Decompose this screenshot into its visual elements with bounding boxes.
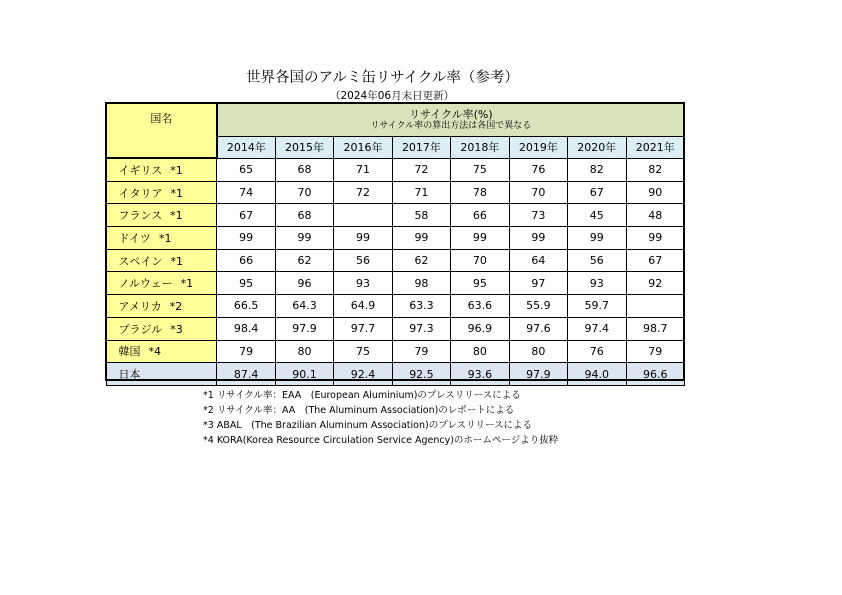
rate-cell: 72: [392, 158, 450, 181]
rate-cell: 96: [275, 272, 333, 295]
rate-cell: 76: [509, 158, 567, 181]
year-header: 2017年: [392, 136, 450, 158]
country-cell: [106, 158, 217, 181]
table-row: [106, 227, 685, 250]
rate-cell: 79: [626, 340, 684, 363]
country-note: *1: [180, 277, 194, 291]
rate-cell: 97.9: [275, 317, 333, 340]
rate-cell: 94.0: [568, 363, 626, 386]
rate-cell: 99: [451, 227, 509, 250]
rate-cell: 99: [392, 227, 450, 250]
rate-cell: 99: [568, 227, 626, 250]
rate-cell: 66.5: [217, 295, 275, 318]
rate-cell: 63.6: [451, 295, 509, 318]
table-row: [106, 249, 685, 272]
table-row: [106, 158, 685, 181]
country-note: *1: [170, 209, 183, 223]
year-header: 2015年: [275, 136, 333, 158]
rate-cell: 58: [392, 204, 450, 227]
rate-cell: 95: [217, 272, 275, 295]
rate-cell: 56: [568, 249, 626, 272]
rate-cell: 90.1: [275, 363, 333, 386]
country-name: 日本: [118, 368, 141, 382]
table-row: [106, 317, 685, 340]
rate-cell: 62: [392, 249, 450, 272]
rate-cell: 97.3: [392, 317, 450, 340]
rate-cell: 71: [334, 158, 392, 181]
country-name: イギリス: [118, 163, 163, 177]
country-cell: [106, 181, 217, 204]
rate-cell: 48: [626, 204, 684, 227]
country-cell: [106, 272, 217, 295]
rate-cell: 92.5: [392, 363, 450, 386]
table-row: [106, 181, 685, 204]
rate-cell: 63.3: [392, 295, 450, 318]
country-name: イタリア: [118, 186, 163, 200]
rate-cell: 92: [626, 272, 684, 295]
rate-cell: 95: [451, 272, 509, 295]
country-note: *3: [170, 322, 183, 336]
rate-cell: 72: [334, 181, 392, 204]
rate-cell: 80: [275, 340, 333, 363]
footnote: *2 リサイクル率：AA (The Aluminum Association)のレポートによる: [203, 405, 515, 416]
rate-cell: 70: [509, 181, 567, 204]
year-header: 2021年: [626, 136, 684, 158]
table-row: [106, 272, 685, 295]
rate-cell: 82: [568, 158, 626, 181]
rate-cell: 66: [451, 204, 509, 227]
rate-cell: 75: [334, 340, 392, 363]
country-name: 韓国: [118, 345, 141, 359]
rate-cell: 90: [626, 181, 684, 204]
rate-cell: 68: [275, 158, 333, 181]
rate-header-note: リサイクル率の算出方法は各国で異なる: [370, 120, 532, 131]
rate-cell: 97.9: [509, 363, 567, 386]
rate-cell: 67: [568, 181, 626, 204]
rate-cell: 64: [509, 249, 567, 272]
year-header: 2018年: [451, 136, 509, 158]
rate-cell: 99: [626, 227, 684, 250]
rate-cell: 73: [509, 204, 567, 227]
rate-cell: 97: [509, 272, 567, 295]
rate-cell: 99: [509, 227, 567, 250]
rate-cell: 97.6: [509, 317, 567, 340]
country-note: *4: [148, 345, 161, 359]
rate-cell: 99: [217, 227, 275, 250]
rate-cell: 67: [217, 204, 275, 227]
rate-cell: 92.4: [334, 363, 392, 386]
rate-cell: 45: [568, 204, 626, 227]
table-row: [106, 363, 685, 386]
rate-cell: 93: [334, 272, 392, 295]
rate-cell: 99: [334, 227, 392, 250]
rate-cell: 62: [275, 249, 333, 272]
rate-header: [217, 103, 685, 136]
footnote: *3 ABAL (The Brazilian Aluminum Association)のプレスリリースによる: [203, 420, 533, 431]
rate-cell: 80: [451, 340, 509, 363]
rate-cell: 59.7: [568, 295, 626, 318]
header-row: [106, 103, 685, 136]
country-name: ドイツ: [118, 231, 151, 245]
rate-cell: 78: [451, 181, 509, 204]
footnote: *1 リサイクル率：EAA (European Aluminium)のプレスリリースによる: [203, 390, 521, 401]
rate-cell: 67: [626, 249, 684, 272]
country-cell: [106, 249, 217, 272]
rate-cell: 80: [509, 340, 567, 363]
country-note: *1: [158, 231, 172, 245]
rate-cell: 97.4: [568, 317, 626, 340]
rate-cell: 76: [568, 340, 626, 363]
rate-cell: 56: [334, 249, 392, 272]
table-row: [106, 204, 685, 227]
country-note: *2: [169, 299, 183, 313]
page-title: 世界各国のアルミ缶リサイクル率（参考）: [246, 70, 519, 86]
rate-cell: 64.9: [334, 295, 392, 318]
rate-cell: 79: [217, 340, 275, 363]
country-note: *1: [170, 254, 183, 268]
rate-cell: 75: [451, 158, 509, 181]
country-name: ブラジル: [118, 322, 163, 336]
rate-cell: 97.7: [334, 317, 392, 340]
rate-cell: 66: [217, 249, 275, 272]
rate-cell: 65: [217, 158, 275, 181]
rate-cell: 82: [626, 158, 684, 181]
country-note: *1: [170, 163, 183, 177]
rate-cell: 96.9: [451, 317, 509, 340]
recycling-rate-table: [105, 102, 685, 386]
country-cell: [106, 340, 217, 363]
rate-cell: [334, 204, 392, 227]
country-cell: [106, 295, 217, 318]
table-row: [106, 295, 685, 318]
country-name: フランス: [118, 209, 163, 223]
country-cell: [106, 227, 217, 250]
rate-cell: 70: [275, 181, 333, 204]
rate-cell: 99: [275, 227, 333, 250]
rate-cell: 74: [217, 181, 275, 204]
country-name: スペイン: [118, 254, 163, 268]
country-name: アメリカ: [118, 299, 162, 313]
footnotes: [203, 388, 558, 448]
rate-cell: [626, 295, 684, 318]
country-cell: [106, 317, 217, 340]
rate-cell: 68: [275, 204, 333, 227]
rate-cell: 79: [392, 340, 450, 363]
table-row: [106, 340, 685, 363]
country-cell: [106, 204, 217, 227]
country-cell: [106, 363, 217, 386]
rate-cell: 64.3: [275, 295, 333, 318]
rate-cell: 70: [451, 249, 509, 272]
country-column-header: 国名: [106, 103, 217, 158]
rate-cell: 98: [392, 272, 450, 295]
country-name: ノルウェー: [118, 277, 173, 291]
rate-cell: 96.6: [626, 363, 684, 386]
year-header: 2020年: [568, 136, 626, 158]
rate-cell: 98.4: [217, 317, 275, 340]
rate-cell: 71: [392, 181, 450, 204]
rate-cell: 93.6: [451, 363, 509, 386]
rate-cell: 93: [568, 272, 626, 295]
update-date: （2024年06月末日更新）: [330, 90, 455, 102]
year-header: 2019年: [509, 136, 567, 158]
rate-cell: 55.9: [509, 295, 567, 318]
country-note: [141, 368, 149, 381]
year-header: 2014年: [217, 136, 275, 158]
rate-header-label: リサイクル率(%): [409, 107, 493, 121]
country-note: *1: [170, 186, 183, 200]
year-header: 2016年: [334, 136, 392, 158]
footnote: *4 KORA(Korea Resource Circulation Service Agency)のホームページより抜粋: [203, 435, 559, 446]
rate-cell: 98.7: [626, 317, 684, 340]
rate-cell: 87.4: [217, 363, 275, 386]
